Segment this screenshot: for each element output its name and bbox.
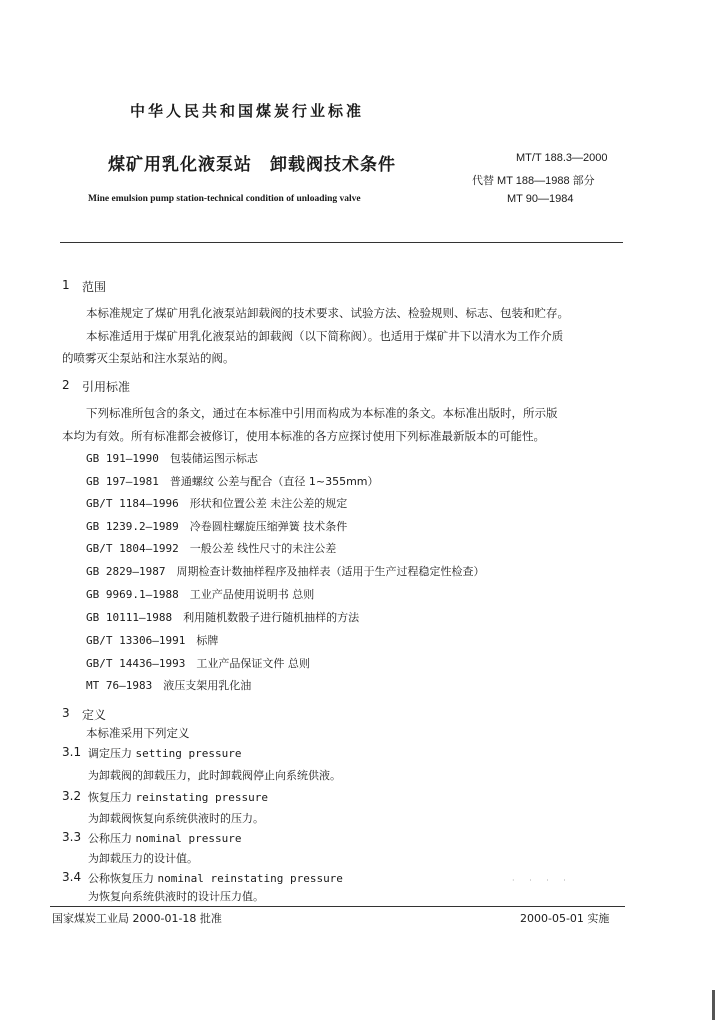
reference-code: GB 191—1990 — [86, 452, 159, 465]
reference-code: GB 9969.1—1988 — [86, 588, 179, 601]
section-2-title: 引用标准 — [82, 380, 131, 394]
reference-item — [86, 632, 218, 648]
reference-code: GB 10111—1988 — [86, 611, 173, 624]
reference-title: 液压支架用乳化油 — [163, 679, 252, 692]
reference-code: GB 1239.2—1989 — [86, 520, 179, 533]
reference-title: 工业产品保证文件 总则 — [196, 657, 310, 670]
definition-term-cn: 调定压力 — [88, 747, 132, 760]
reference-code: GB 2829—1987 — [86, 565, 166, 578]
section-1-paragraph-1: 本标准规定了煤矿用乳化液泵站卸载阀的技术要求、试验方法、检验规则、标志、包装和贮存。 — [86, 306, 569, 320]
section-1-paragraph-2-cont: 的喷雾灭尘泵站和注水泵站的阀。 — [62, 351, 235, 365]
reference-title: 周期检查计数抽样程序及抽样表（适用于生产过程稳定性检查） — [176, 565, 485, 578]
reference-title: 普通螺纹 公差与配合（直径 1~355mm） — [169, 475, 379, 488]
header-divider — [60, 242, 623, 243]
reference-code: GB/T 14436—1993 — [86, 657, 186, 670]
reference-item — [86, 518, 347, 534]
definition-term — [88, 830, 241, 846]
definition-number: 3.3 — [62, 830, 82, 844]
replaces-line-1: 代替 MT 188—1988 部分 — [472, 175, 595, 187]
reference-code: GB 197—1981 — [86, 475, 159, 488]
definition-term-en: setting pressure — [135, 747, 242, 760]
definition-description: 为恢复向系统供液时的设计压力值。 — [88, 890, 264, 903]
definition-term — [88, 870, 343, 886]
reference-item — [86, 655, 310, 671]
footer-divider — [50, 906, 625, 907]
definition-number: 3.1 — [62, 745, 82, 759]
definition-term — [88, 789, 268, 805]
reference-item — [86, 586, 314, 602]
reference-code: GB/T 13306—1991 — [86, 634, 186, 647]
reference-item — [86, 473, 379, 489]
definition-term-en: reinstating pressure — [135, 791, 268, 804]
section-2-number: 2 — [62, 378, 70, 392]
reference-title: 一般公差 线性尺寸的未注公差 — [189, 542, 337, 555]
reference-item — [86, 540, 336, 556]
reference-code: GB/T 1804—1992 — [86, 542, 179, 555]
definition-description: 为卸载压力的设计值。 — [88, 852, 198, 865]
reference-title: 形状和位置公差 未注公差的规定 — [189, 497, 348, 510]
section-1-paragraph-2: 本标准适用于煤矿用乳化液泵站的卸载阀（以下简称阀）。也适用于煤矿井下以清水为工作介质 — [86, 329, 564, 343]
definition-term-en: nominal pressure — [135, 832, 242, 845]
definition-description: 为卸载阀的卸载压力，此时卸载阀停止向系统供液。 — [88, 769, 341, 782]
definition-term — [88, 745, 241, 761]
reference-code: MT 76—1983 — [86, 679, 153, 692]
reference-item — [86, 563, 484, 579]
section-2-paragraph-1: 下列标准所包含的条文，通过在本标准中引用而构成为本标准的条文。本标准出版时，所示版 — [86, 406, 558, 420]
standard-number: MT/T 188.3—2000 — [516, 152, 608, 164]
reference-title: 工业产品使用说明书 总则 — [189, 588, 315, 601]
definition-term-en: nominal reinstating pressure — [157, 872, 343, 885]
document-title-english: Mine emulsion pump station-technical condition of unloading valve — [88, 194, 361, 204]
approval-statement: 国家煤炭工业局 2000-01-18 批准 — [52, 912, 222, 925]
document-title-chinese: 煤矿用乳化液泵站 卸载阀技术条件 — [108, 155, 396, 175]
reference-item — [86, 677, 251, 693]
definition-term-cn: 公称恢复压力 — [88, 872, 154, 885]
scan-edge-mark — [712, 990, 715, 1020]
reference-item — [86, 495, 347, 511]
reference-title: 标牌 — [196, 634, 219, 647]
section-1-title: 范围 — [82, 280, 107, 294]
issuing-organization: 中华人民共和国煤炭行业标准 — [130, 102, 365, 120]
reference-item — [86, 450, 258, 466]
section-3-intro: 本标准采用下列定义 — [86, 726, 190, 740]
implementation-date: 2000-05-01 实施 — [520, 912, 610, 925]
definition-number: 3.2 — [62, 789, 82, 803]
definition-term-cn: 恢复压力 — [88, 791, 132, 804]
reference-item — [86, 609, 359, 625]
section-2-paragraph-1-cont: 本均为有效。所有标准都会被修订，使用本标准的各方应探讨使用下列标准最新版本的可能性。 — [62, 429, 545, 443]
reference-title: 包装储运图示标志 — [169, 452, 258, 465]
definition-number: 3.4 — [62, 870, 82, 884]
reference-title: 利用随机数骰子进行随机抽样的方法 — [183, 611, 360, 624]
scan-noise-decoration: · · · · — [512, 876, 572, 885]
section-3-title: 定义 — [82, 708, 107, 722]
section-3-number: 3 — [62, 706, 70, 720]
reference-code: GB/T 1184—1996 — [86, 497, 179, 510]
section-1-number: 1 — [62, 278, 70, 292]
definition-description: 为卸载阀恢复向系统供液时的压力。 — [88, 812, 264, 825]
replaces-line-2: MT 90—1984 — [507, 193, 574, 205]
definition-term-cn: 公称压力 — [88, 832, 132, 845]
reference-title: 冷卷圆柱螺旋压缩弹簧 技术条件 — [189, 520, 348, 533]
